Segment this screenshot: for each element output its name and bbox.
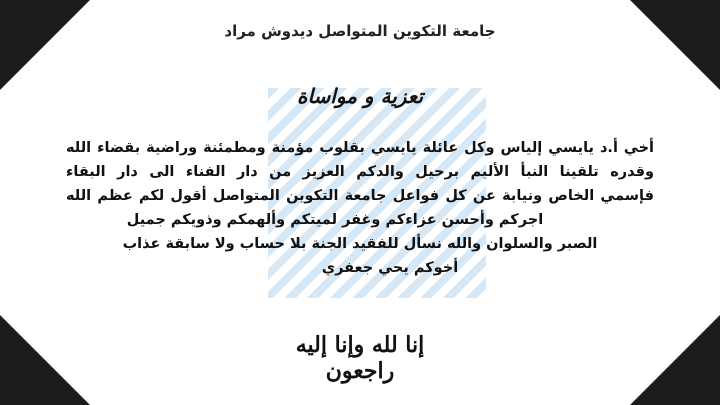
corner-bottom-right [630,315,720,405]
body-line: وقدره تلقينا النبأ الأليم برحيل والدكم العزيز من دار الفناء الى دار البقاء [66,164,654,180]
condolence-title: تعزية و مواساة [296,84,424,108]
corner-bottom-left [0,315,90,405]
body-line: اجركم وأحسن عزاءكم وغفر لميتكم وألهمكم وذويكم جميل [126,212,544,228]
body-line: الصبر والسلوان والله نسأل للفقيد الجنة بلا حساب ولا سابقة عذاب [122,236,598,252]
signature-line: أخوكم يحي جعفري [321,260,459,276]
calligraphy-text: إنا لله وإنا إليه راجعون [295,332,425,384]
calligraphy-verse [260,318,460,384]
corner-top-right [630,0,720,90]
body-line: أخي أ.د يايسي إلياس وكل عائلة يايسي بقلوب مؤمنة ومطمئنة وراضية بقضاء الله [66,140,654,156]
condolence-body [66,136,654,280]
body-line: فإسمي الخاص ونيابة عن كل فواعل جامعة التكوين المتواصل أقول لكم عظم الله [66,188,654,204]
corner-top-left [0,0,90,90]
institution-header: جامعة التكوين المتواصل ديدوش مراد [224,22,496,40]
